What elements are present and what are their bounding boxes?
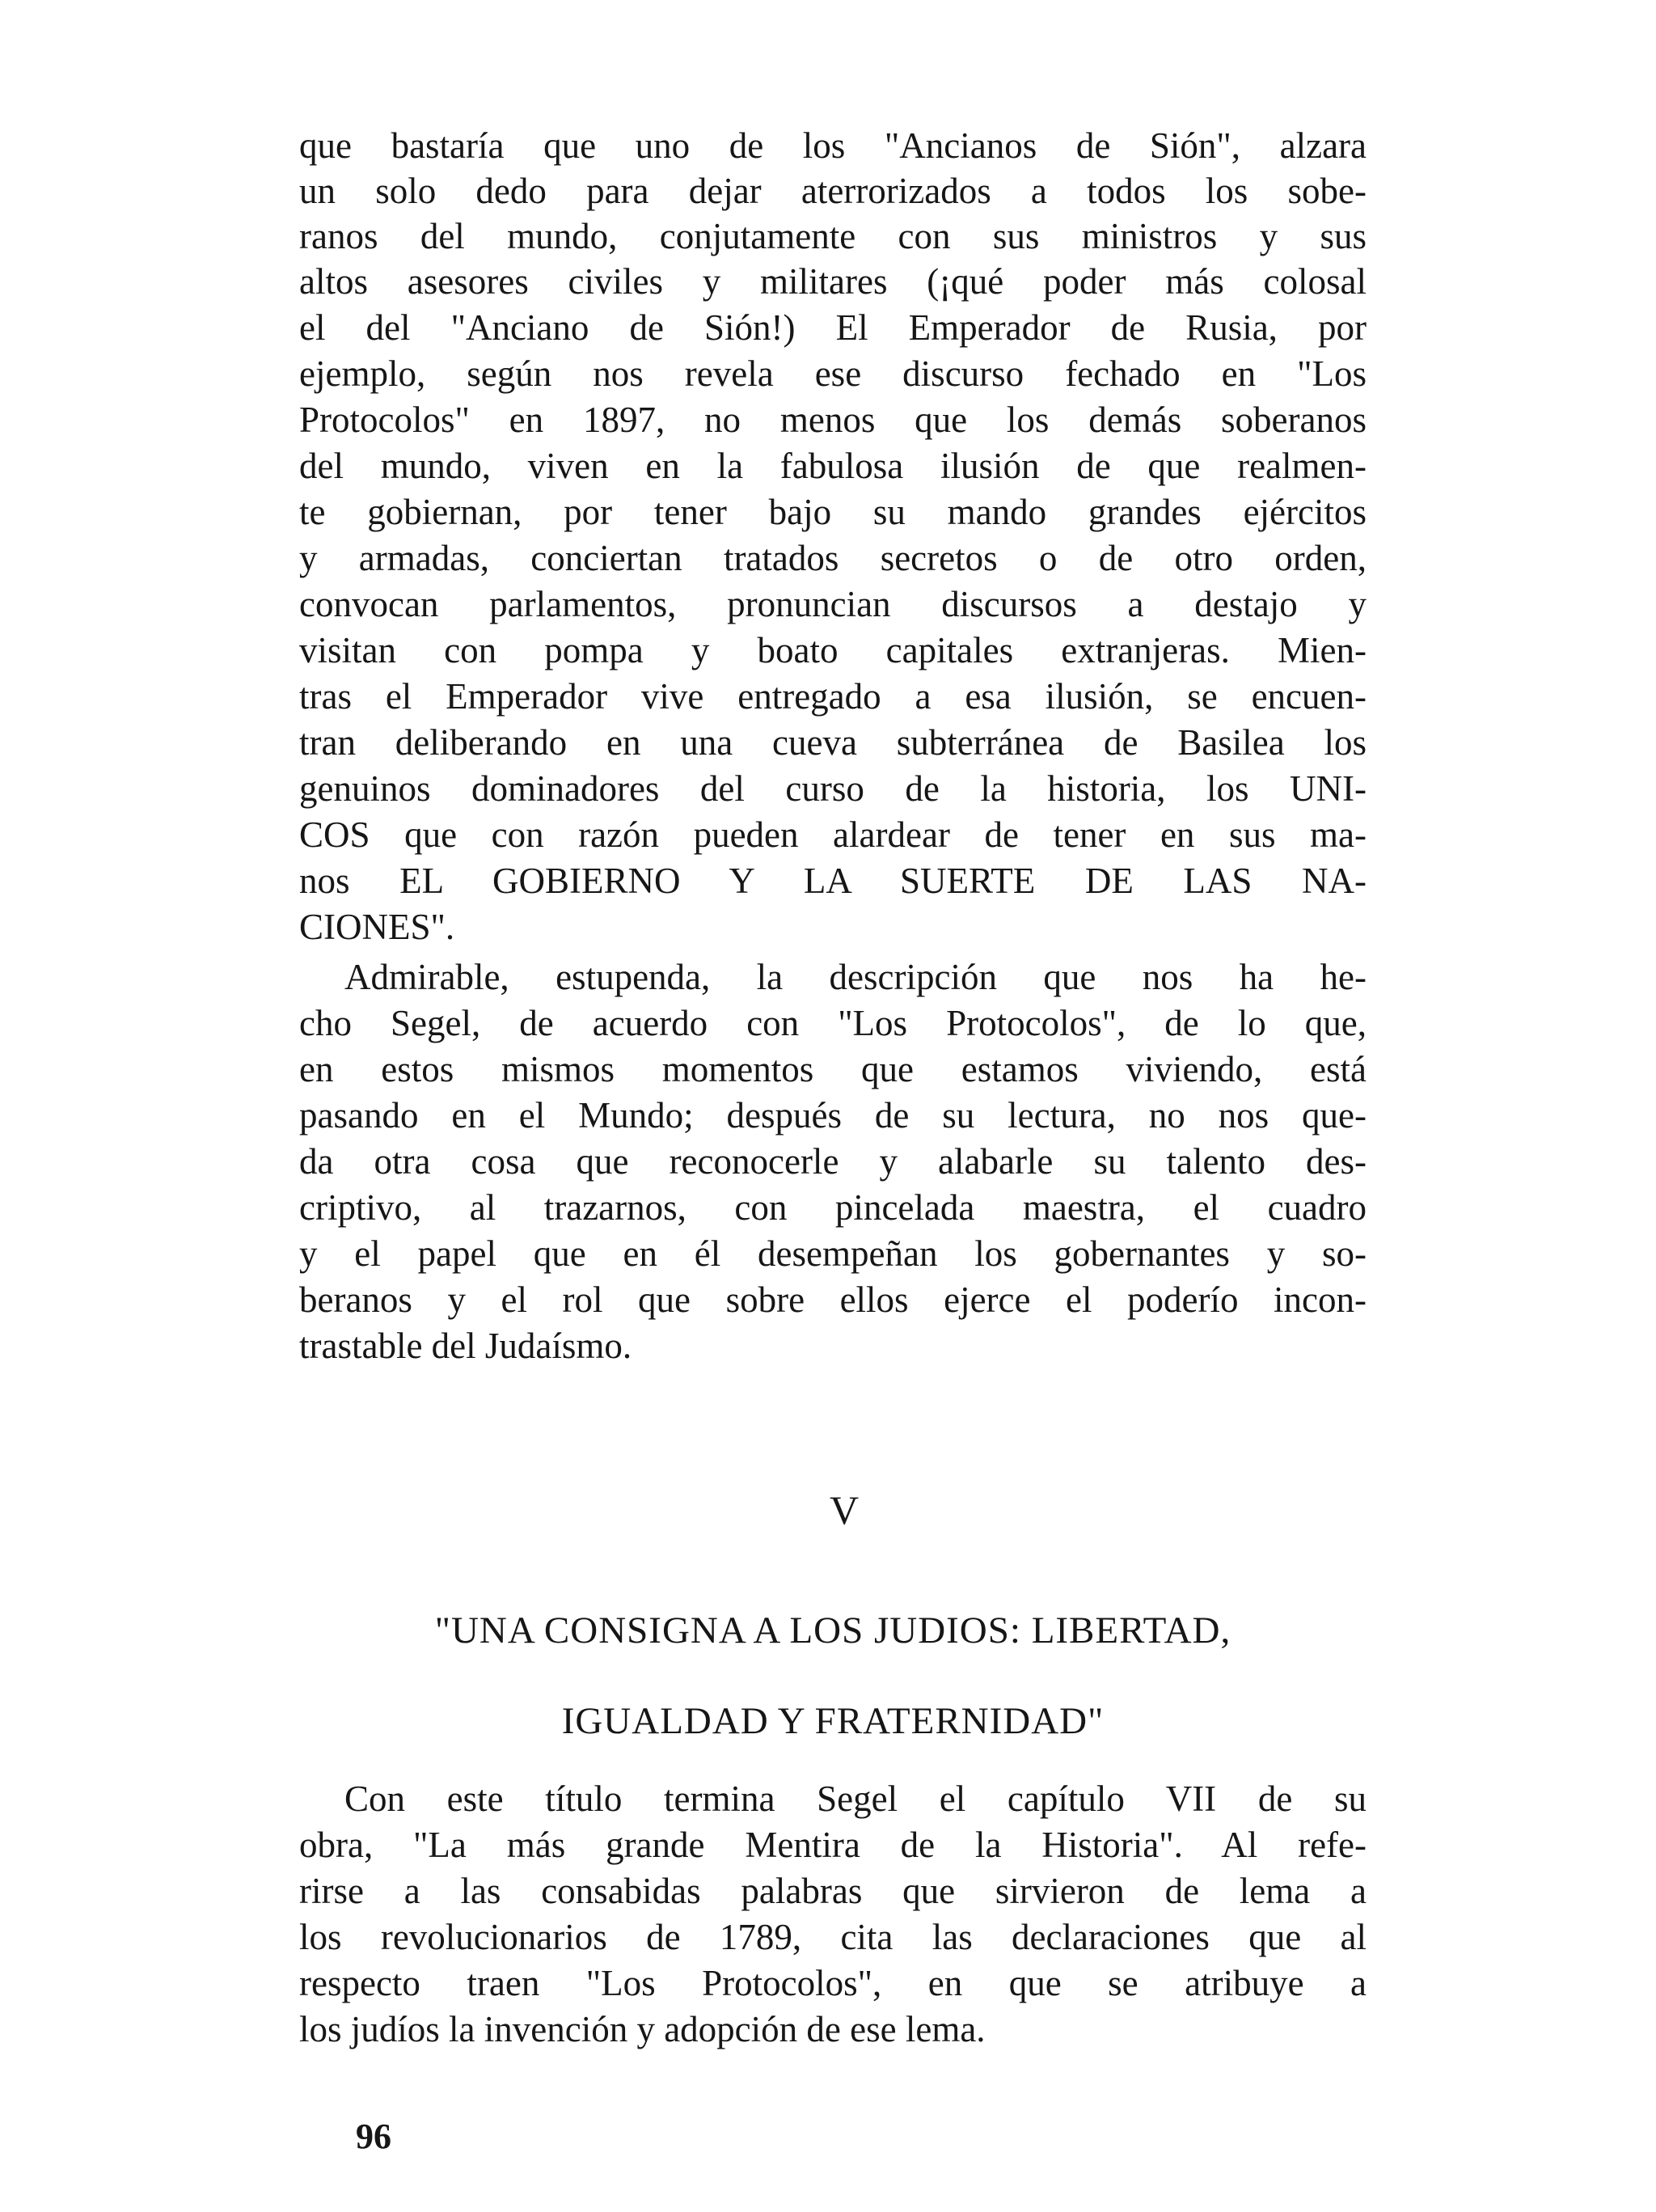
text-line: COS que con razón pueden alardear de tener en sus ma-: [299, 814, 1367, 855]
chapter-title: [299, 1585, 1367, 1766]
text-line: respecto traen "Los Protocolos", en que se atribuye a: [299, 1963, 1367, 2003]
text-line: trastable del Judaísmo.: [299, 1326, 632, 1366]
text-line: te gobiernan, por tener bajo su mando grandes ejércitos: [299, 492, 1367, 532]
text-line: que bastaría que uno de los "Ancianos de Sión", alzara: [299, 125, 1367, 166]
text-line: pasando en el Mundo; después de su lectura, no nos que-: [299, 1095, 1367, 1136]
text-line: criptivo, al trazarnos, con pincelada maestra, el cuadro: [299, 1187, 1367, 1228]
text-line: Con este título termina Segel el capítulo VII de su: [344, 1778, 1367, 1819]
text-line: ejemplo, según nos revela ese discurso fechado en "Los: [299, 353, 1367, 394]
text-line: visitan con pompa y boato capitales extranjeras. Mien-: [299, 630, 1367, 670]
text-line: obra, "La más grande Mentira de la Historia". Al refe-: [299, 1825, 1367, 1865]
text-line: un solo dedo para dejar aterrorizados a todos los sobe-: [299, 171, 1367, 211]
text-line: el del "Anciano de Sión!) El Emperador de Rusia, por: [299, 307, 1367, 348]
chapter-title-line: IGUALDAD Y FRATERNIDAD": [561, 1700, 1105, 1742]
text-line: genuinos dominadores del curso de la historia, los UNI-: [299, 768, 1367, 809]
text-line: convocan parlamentos, pronuncian discursos a destajo y: [299, 584, 1367, 624]
chapter-number: V: [829, 1487, 860, 1533]
text-line: beranos y el rol que sobre ellos ejerce el poderío incon-: [299, 1279, 1367, 1320]
text-line: ranos del mundo, conjutamente con sus ministros y sus: [299, 216, 1367, 256]
text-line: Protocolos" en 1897, no menos que los demás soberanos: [299, 400, 1367, 440]
text-line: y armadas, conciertan tratados secretos o de otro orden,: [299, 538, 1367, 578]
text-line: en estos mismos momentos que estamos viviendo, está: [299, 1049, 1367, 1089]
text-line: los revolucionarios de 1789, cita las declaraciones que al: [299, 1917, 1367, 1957]
text-line: Admirable, estupenda, la descripción que nos ha he-: [344, 957, 1367, 997]
text-line: nos EL GOBIERNO Y LA SUERTE DE LAS NA-: [299, 861, 1367, 901]
text-line: rirse a las consabidas palabras que sirvieron de lema a: [299, 1871, 1367, 1911]
text-line: CIONES".: [299, 907, 455, 947]
chapter-title-line: "UNA CONSIGNA A LOS JUDIOS: LIBERTAD,: [434, 1609, 1231, 1652]
text-line: los judíos la invención y adopción de ese lema.: [299, 2009, 986, 2049]
text-line: da otra cosa que reconocerle y alabarle su talento des-: [299, 1141, 1367, 1182]
text-line: tran deliberando en una cueva subterránea de Basilea los: [299, 722, 1367, 763]
text-line: cho Segel, de acuerdo con "Los Protocolos", de lo que,: [299, 1003, 1367, 1043]
text-line: y el papel que en él desempeñan los gobernantes y so-: [299, 1233, 1367, 1274]
page-number: 96: [356, 2117, 391, 2156]
text-line: altos asesores civiles y militares (¡qué poder más colosal: [299, 261, 1367, 302]
text-line: tras el Emperador vive entregado a esa ilusión, se encuen-: [299, 676, 1367, 717]
text-line: del mundo, viven en la fabulosa ilusión de que realmen-: [299, 446, 1367, 486]
